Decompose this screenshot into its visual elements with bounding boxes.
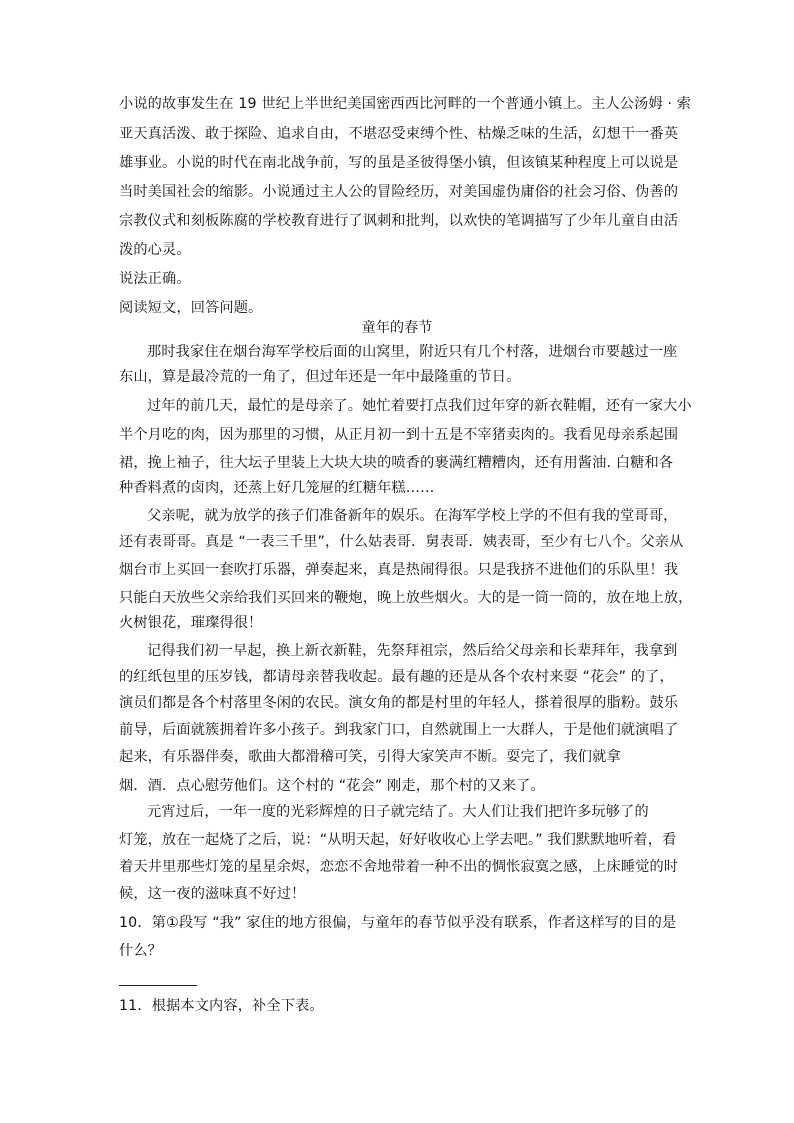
intro-line: 雄事业。小说的时代在南北战争前，写的虽是圣彼得堡小镇，但该镇某种程度上可以说是 [119,155,679,171]
question-11: 11．根据本文内容，补全下表。 [119,998,324,1014]
paragraph-1-line: 东山，算是最冷荒的一角了，但过年还是一年中最隆重的节日。 [119,369,521,385]
paragraph-4-line: 起来，有乐器伴奏，歌曲大都滑稽可笑，引得大家笑声不断。耍完了，我们就拿 [119,749,621,765]
article-title: 童年的春节 [361,320,433,336]
paragraph-5-line: 元宵过后，一年一度的光彩辉煌的日子就完结了。大人们让我们把许多玩够了的 [147,804,649,820]
paragraph-2-line: 半个月吃的肉，因为那里的习惯，从正月初一到十五是不宰猪卖肉的。我看见母亲系起围 [119,427,679,443]
answer-blank-line [119,985,197,986]
paragraph-1-line: 那时我家住在烟台海军学校后面的山窝里，附近只有几个村落，进烟台市要越过一座 [147,344,678,360]
paragraph-3-line: 还有表哥哥。真是 “一表三千里”，什么姑表哥．舅表哥．姨表哥，至少有七八个。父亲从 [119,534,684,550]
paragraph-5-line: 着天井里那些灯笼的星星余烬，恋恋不舍地带着一种不出的惆怅寂寞之感，上床睡觉的时 [119,859,679,875]
reading-instruction: 阅读短文，回答问题。 [119,300,263,316]
answer-verdict: 说法正确。 [119,271,191,287]
paragraph-3-line: 只能白天放些父亲给我们买回来的鞭炮，晚上放些烟火。大的是一筒一筒的，放在地上放， [119,590,693,606]
paragraph-4-line: 演员们都是各个村落里冬闲的农民。演女角的都是村里的年轻人，搽着很厚的脂粉。鼓乐 [119,695,679,711]
paragraph-5-line: 候，这一夜的滋味真不好过！ [119,886,306,902]
intro-line: 小说的故事发生在 19 世纪上半世纪美国密西西比河畔的一个普通小镇上。主人公汤姆 · 索 [119,96,692,112]
question-10-line: 什么？ [119,943,163,959]
paragraph-4-line: 的红纸包里的压岁钱，都请母亲替我收起。最有趣的还是从各个农村来耍 “花会” 的了， [119,669,674,685]
paragraph-2-line: 过年的前几天，最忙的是母亲了。她忙着要打点我们过年穿的新衣鞋帽，还有一家大小 [147,398,692,414]
paragraph-2-line: 裙，挽上袖子，往大坛子里装上大块大块的喷香的裹满红糟糟肉，还有用酱油. 白糖和各 [119,455,674,471]
paragraph-4-line: 前导，后面就簇拥着许多小孩子。到我家门口，自然就围上一大群人，于是他们就演唱了 [119,722,679,738]
question-10-line: 10．第①段写 “我” 家住的地方很偏，与童年的春节似乎没有联系，作者这样写的目的是 [119,915,677,931]
intro-line: 当时美国社会的缩影。小说通过主人公的冒险经历，对美国虚伪庸俗的社会习俗、伪善的 [119,184,679,200]
paragraph-3-line: 火树银花，璀璨得很！ [119,615,263,631]
paragraph-3-line: 父亲呢，就为放学的孩子们准备新年的娱乐。在海军学校上学的不但有我的堂哥哥， [147,508,678,524]
paragraph-3-line: 烟台市上买回一套吹打乐器，弹奏起来，真是热闹得很。只是我挤不进他们的乐队里！我 [119,562,679,578]
intro-line: 泼的心灵。 [119,242,191,258]
paragraph-5-line: 灯笼，放在一起烧了之后，说：“从明天起，好好收收心上学去吧。” 我们默默地听着，看 [119,832,677,848]
paragraph-4-line: 烟．酒．点心慰劳他们。这个村的 “花会” 刚走，那个村的又来了。 [119,778,545,794]
paragraph-4-line: 记得我们初一早起，换上新衣新鞋，先祭拜祖宗，然后给父母亲和长辈拜年，我拿到 [147,643,678,659]
paragraph-2-line: 种香料煮的卤肉，还蒸上好几笼屉的红糖年糕…… [119,480,435,496]
intro-line: 宗教仪式和刻板陈腐的学校教育进行了讽刺和批判，以欢快的笔调描写了少年儿童自由活 [119,213,679,229]
intro-line: 亚天真活泼、敢于探险、追求自由，不堪忍受束缚个性、枯燥乏味的生活，幻想干一番英 [119,126,679,142]
